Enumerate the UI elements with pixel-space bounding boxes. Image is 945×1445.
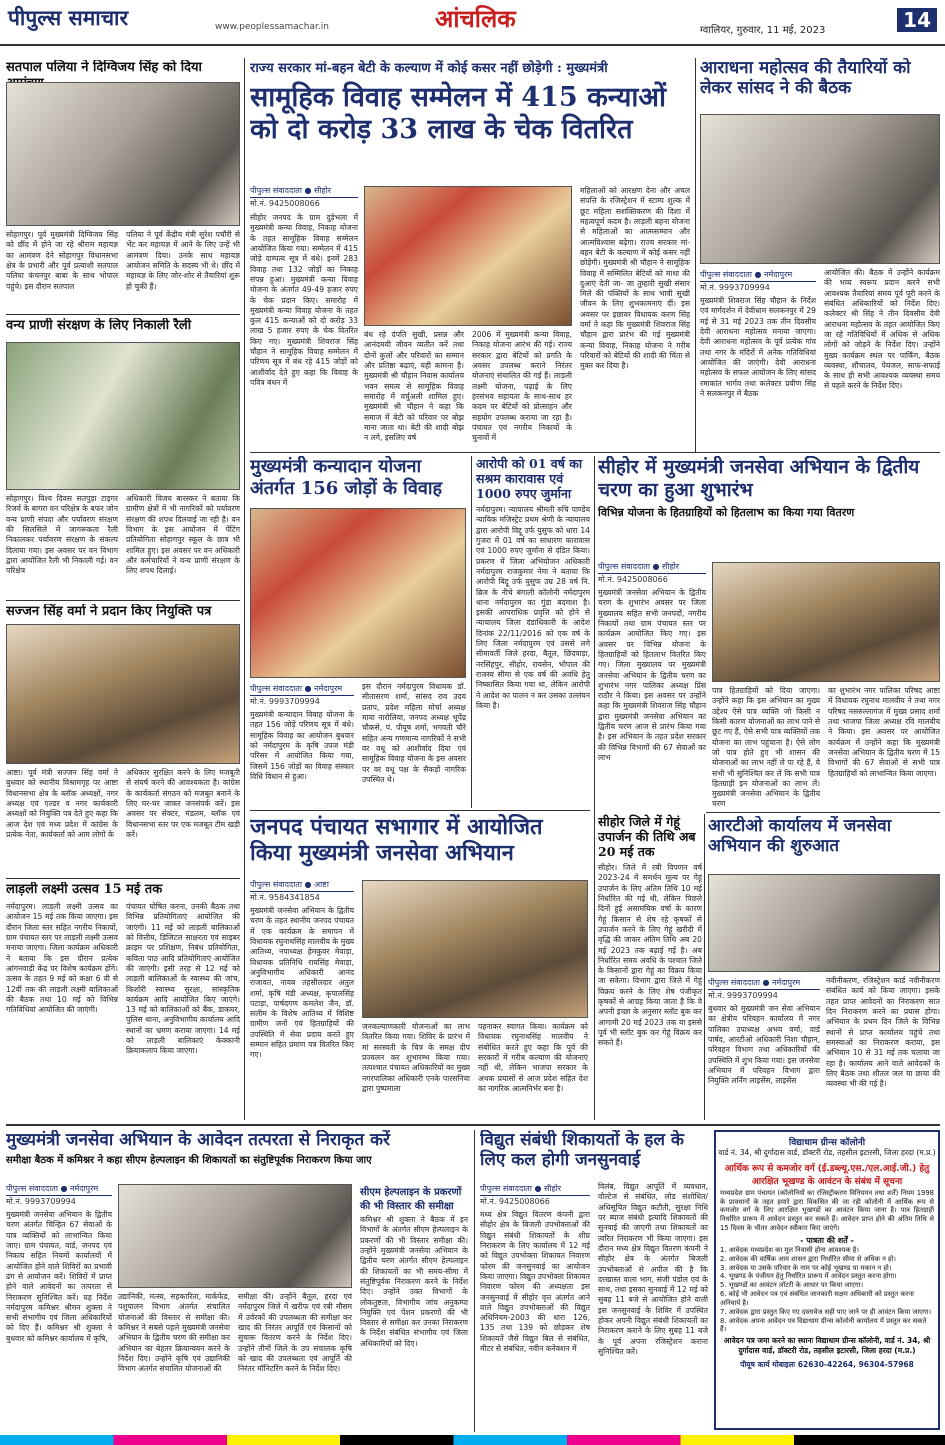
article-byline: पीपुल्स संवाददाता ● नर्मदापुरम [6,1182,112,1196]
article-body: बुधवार को मुख्यमंत्री जन सेवा अभियान का क्षेत्रीय परिवहन कार्यालय में नगर पालिका उपाध्यक्ष अभय वर्मा, वार्ड पार्षद, आरटीओ अधिकारी निशा चौहान, परिवहन विभाग तथा अधिकारियों की उपस्थिति में शुभ किया गया। इस जनसेवा अभियान में परिवहन विभाग द्वारा नियुक्ति लर्निंग लाइसेंस, लाइसेंस [708,1004,820,1086]
box-headline: सीएम हेल्पलाइन के प्रकरणों की भी विस्तार की समीक्षा [360,1187,462,1212]
article-body: मुख्यमंत्री जनसेवा अभियान के द्वितीय चरण के शुभारंभ अवसर पर जिला मुख्यालय सहित सभी जनपदों, नगरीय निकायों तथा ग्राम पंचायत स्तर पर कार्यक्रम आयोजित किए गए। इस अवसर पर विभिन्न योजना के हितग्राहियों को हितलाभ वितरित किए गए। जिला मुख्यालय पर मुख्यमंत्री जनसेवा अभियान के द्वितीय चरण का शुभारंभ नगर पालिका अध्यक्ष प्रिंस राठौर ने किया। इस अवसर पर उन्होंने कहा कि मुख्यमंत्री शिवराज सिंह चौहान द्वारा मुख्यमंत्री जनसेवा अभियान का द्वितीय चरण आज से प्रारंभ किया गया है। इस अभियान के तहत प्रदेश सरकार की विभिन्न विभागों की 67 सेवाओं का लाभ [598,588,706,762]
article-body: उद्यानिकी, मत्स्य, सहकारिता, मार्कफेड, पशुपालन विभाग अंतर्गत संचालित योजनाओं की विस्तार से समीक्षा की। कमिश्नर ने सबसे पहले मुख्यमंत्री जनसेवा अभियान के द्वितीय चरण की समीक्षा कर अभियान का बेहतर क्रियान्वयन करने के निर्देश दिए। उन्होंने कृषि एवं उद्यानिकी विभाग अंतर्गत संचालित योजनाओं की [118,1292,230,1374]
article-lead-mass-wedding [250,58,690,450]
article-body: इस दौरान नर्मदापुरम विधायक डॉ. सीतासरण शर्मा, सांसद राव उदय प्रताप, प्रदेश महिला मोर्चा अध्यक्ष माया नारोलिया, जनपद अध्यक्ष भूपेंद्र चौकसे, पं. पीयूष शर्मा, भगवती चौरे सहित अन्य गणमान्य नागरिकों ने सभी वर वधू को आशीर्वाद दिया एवं सामूहिक विवाह योजना के इस अवसर पर वर वधू पक्ष के सैकड़ों नागरिक उपस्थित थे। [362,682,466,784]
photo-jansewa-ashta [362,880,588,1018]
column-divider [471,456,472,808]
article-body: जनकल्याणकारी योजनाओं का लाभ वितरित किया गया। शिविर के प्रारंभ में मां सरस्वती के चित्र के समक्ष दीप प्रज्वलन कर शुभारम्भ किया गया। तत्पश्चात पंचायत अधिकारियों का मुख्य नगरपालिका अधिकारी एनके पारसनिया द्वारा पुष्पमाला [362,1022,470,1093]
issue-date: ग्वालियर, गुरुवार, 11 मई, 2023 [700,25,826,36]
article-subheadline: समीक्षा बैठक में कमिश्नर ने कहा सीएम हेल्पलाइन की शिकायतों का संतुष्टिपूर्वक निराकरण किया जाए [6,1155,372,1167]
notice-headline: आर्थिक रूप से कमजोर वर्ग (ई.डब्ल्यू.एस./एल.आई.जी.) हेतु आरक्षित भूखण्ड के आवंटन के संबंध में सूचना [724,1163,930,1187]
lead-body: सीहोर जनपद के ग्राम दुड़ेभला में मुख्यमंत्री कन्या विवाह, निकाह योजना के तहत सामूहिक विवाह सम्मेलन आयोजित किया गया। सम्मेलन में 415 जोड़े दाम्पत्य सूत्र में बंधे। इनमें 283 विवाह तथा 132 जोड़ों का निकाह संपन्न हुआ। मुख्यमंत्री कन्या विवाह योजना के अंतर्गत 49-49 हजार रुपए के चेक प्रदान किए। समारोह में मुख्यमंत्री कन्या विवाह योजना के तहत कुल 415 कन्याओं को दो करोड़ 33 लाख 5 हजार रुपए के चेक वितरित किए गए। मुख्यमंत्री शिवराज सिंह चौहान ने सामूहिक विवाह सम्मेलन में परिणय सूत्र में बंध रहे 415 जोड़ों को आशीर्वाद देते हुए कहा कि विवाह के पवित्र बंधन में [250,213,358,387]
column-divider [244,58,245,1120]
article-body: पलिया ने पूर्व केंद्रीय मंत्री सुरेश पचौरी से भेंट कर महायज्ञ में आने के लिए उन्हें भी आमंत्रण दिया। उनके साथ महायज्ञ आयोजन समिति के सदस्य भी थे। छींद में महायज्ञ के लिए जोर-शोर से तैयारियां शुरू हो चुकी हैं। [126,230,240,291]
article-body: नवीनीकरण, रजिस्ट्रेशन कार्ड नवीनीकरण संबंधित कार्य को किया जाएगा। इसके तहत प्राप्त आवेदनों का निराकरण सात दिन निराकरण करने का प्रयास होगा। अभियान के प्रथम दिन जिले के विभिन्न स्थानों से प्राप्त कार्यालय पहुंचे तथा समस्याओं का निराकरण कराया, इस अभियान 10 से 31 मई तक चलाया जा रहा है। कार्यालय आने वाले आवेदकों के लिए बैठक तथा शीतल जल या छाया की व्यवस्था भी की गई है। [826,976,940,1089]
article-rto-jansewa [708,816,940,1120]
article-jansewa-sehore [598,456,940,810]
notice-body: मध्यप्रदेश ग्राम पंचायत (कॉलोनियों का रजिस्ट्रीकरण विनियमन तथा शर्तें) नियम 1998 के प्रावधानों के तहत हमारे द्वारा विकसित की जा रही कॉलोनी में आर्थिक रूप से कमजोर वर्ग के लिए आरक्षित भूखण्डों का आवंटन किया जाना है। पात्र हितग्राही निर्धारित प्रारूप में आवेदन प्रस्तुत कर सकते हैं। आवेदन प्राप्त होने की अंतिम तिथि से 15 दिवस के भीतर आवेदन स्वीकार किए जाएंगे। [720,1188,934,1233]
divider [706,812,940,813]
article-body: आयोजित की। बैठक में उन्होंने कार्यक्रम की भव्य स्वरूप प्रदान करने सभी आवश्यक तैयारियां समय पूर्व पूरी करने के संबंधित अधिकारियों को निर्देश दिए। कलेक्टर श्री सिंह ने तीन दिवसीय देवी आराधना महोत्सव के तहत आयोजित किए जा रहे गतिविधियों में अधिक से अधिक लोगों को जोड़ने के निर्देश दिए। उन्होंने मुख्य कार्यक्रम स्थल पर पार्किंग, बैठक व्यवस्था, शौचालय, पेयजल, साफ-सफाई के साथ ही सभी आवश्यक व्यवस्था समय से पहले करने के निर्देश दिए। [824,268,940,391]
article-body: मुख्यमंत्री जनसेवा अभियान के द्वितीय चरण अंतर्गत चिन्हित 67 सेवाओं के पात्र व्यक्तियों को लाभान्वित किया जाए। ग्राम पंचायत, वार्ड, जनपद एवं निकाय सहित नियमों कार्यालयों में आयोजित होने वाले शिविरों का प्रभावी ढंग से आयोजन करें। शिविरों में प्राप्त होने वाले आवेदनों का तत्परता से निराकरण सुनिश्चित करें। यह निर्देश नर्मदापुरम कमिश्नर श्रीमन शुक्ला ने सभी संभागीय एवं जिला अधिकारियों को दिए हैं। कमिश्नर श्री शुक्ला ने बुधवार को कमिश्नर कार्यालय में कृषि, [6,1210,112,1343]
divider [6,878,240,879]
article-kanyadan [250,456,466,808]
article-body: नर्मदापुरम। लाड़ली लक्ष्मी उत्सव का आयोजन 15 मई तक किया जाएगा। इस दौरान जिला स्तर सहित नगरीय निकायों, ग्राम पंचायत स्तर पर लाड़ली लक्ष्मी उत्सव मनाया जाएगा। जिला कार्यक्रम अधिकारी ने बताया कि इस दौरान प्रत्येक आंगनवाड़ी केंद्र पर विशेष कार्यक्रम होंगे। उत्सव के तहत 9 मई को कक्षा 6 वी से 12वीं तक की लाड़ली लक्ष्मी बालिकाओं की बैठक तथा 10 मई को विभिन्न गतिविधियां आयोजित की जाएंगी। [6,902,118,1015]
divider [6,314,240,315]
article-headline: सतपाल पलिया ने दिग्विजय सिंह को दिया [6,60,202,75]
notice-condition: 1. आवेदक मध्यप्रदेश का मूल निवासी होना आवश्यक है। [720,1245,859,1254]
lead-kicker: राज्य सरकार मां-बहन बेटी के कल्याण में कोई कसर नहीं छोड़ेगी : मुख्यमंत्री [250,61,608,76]
notice-contact[interactable]: पीयूष कार्य मोबाइलः 62630-42264, 96304-57968 [740,1360,914,1370]
article-body: अधिकारी विजय बारस्कर ने बताया कि ग्रामीण क्षेत्रों में भी नागरिकों को पर्यावरण संरक्षण की शपथ दिलवाई जा रही है। वन विभाग के इस आयोजन में पेंटिंग प्रतियोगिता सोहागपुर स्कूल के छात्र भी शामिल हुए। इस अवसर पर वन अधिकारी और कर्मचारियों ने वन्य प्राणी संरक्षण के लिए शपथ दिलाई। [126,494,240,576]
photo-rally [6,342,240,490]
article-headline: लाड़ली लक्ष्मी उत्सव 15 मई तक [6,882,163,897]
article-satpal [6,60,240,313]
article-byline: पीपुल्स संवाददाता ● नर्मदापुरम [708,976,820,990]
article-headline: आराधना महोत्सव की तैयारियों को लेकर सांसद ने की बैठक [700,58,911,99]
article-byline: पीपुल्स संवाददाता ● नर्मदापुरम [700,268,816,282]
article-headline: वन्य प्राणी संरक्षण के लिए निकाली रैली [6,318,192,333]
divider [6,1124,940,1126]
article-byline: पीपुल्स संवाददाता ● आष्टा [250,878,354,892]
article-wheat-procurement [598,814,702,1120]
article-mobile: मो.नं. 9993709994 [250,697,320,706]
article-aradhana-mahotsav [700,58,940,450]
article-headline: सीहोर जिले में गेहूं उपार्जन की तिथि अब 20 मई तक [598,814,696,859]
article-ladli-laxmi [6,882,240,1118]
notice-conditions-title: - पात्रता की शर्तें - [800,1235,854,1245]
article-sajjan-singh [6,604,240,876]
article-mobile: मो.नं. 9993709994 [700,283,770,292]
notice-org: विद्याधाम ग्रीन्स कॉलोनी [788,1138,866,1148]
article-body: नर्मदापुरम। न्यायालय श्रीमती रुचि पाण्डेय न्यायिक मजिस्ट्रेट प्रथम श्रेणी के न्यायालय द्वारा आरोपी विद्दू उर्फ युसुफ को धारा 14 गुजरा में 01 वर्ष का साधारण कारावास एवं 1000 रुपए जुर्माना से दंडित किया। प्रकरण में जिला अभियोजन अधिकारी नर्मदापुरम राजकुमार नेमा ने बताया कि आरोपी बिद्दू उर्फ युसुफ उम्र 28 वर्ष नि. ब्रिज के नीचे बंगाली कॉलोनी नर्मदापुरम थाना नर्मदापुरम का गुंडा बदमाश है। इसकी आपराधिक प्रवृत्ति को होने से न्यायालय जिला दंडाधिकारी के आदेश दिनांक 22/11/2016 को एक वर्ष के लिए जिला नर्मदापुरम एवं उससे लगे सीमावर्ती जिले हरदा, बैतूल, छिंदवाड़ा, नरसिंहपुर, सीहोर, रायसेन, भोपाल की राजस्व सीमा से एक वर्ष की अवधि हेतु निष्कासित किया गया था, लेकिन आरोपी ने आदेश का पालन न कर उसका उल्लंघन किया है। [476,505,590,710]
article-headline: सीहोर में मुख्यमंत्री जनसेवा अभियान के द्वितीय चरण का हुआ शुभारंभ [598,456,920,501]
notice-address: वार्ड नं. 34, श्री दुर्गादास वार्ड, डॉक्टरी रोड, तहसील इटारसी, जिला हरदा (म.प्र.) [718,1148,936,1157]
lead-body: 2006 में मुख्यमंत्री कन्या विवाह, निकाह योजना आरंभ की गई। राज्य सरकार द्वारा बेटियों को प्रगति के अवसर उपलब्ध कराने निरंतर योजनाएं संचालित की गई हैं। लाड़ली लक्ष्मी योजना, पढ़ाई के लिए हरसंभव सहायता के साथ-साथ हर कदम पर बेटियों को प्रोत्साहन और सहयोग उपलब्ध कराया जा रहा है। पंचायत एवं नगरीय निकायों के चुनावों में [472,330,572,443]
photo-couples [250,508,466,678]
section-title: आंचलिक [435,4,516,33]
article-body: मध्य क्षेत्र विद्युत वितरण कंपनी द्वारा सीहोर क्षेत्र के बिजली उपभोक्ताओं की विद्युत संबंधी शिकायतों के शीघ्र निराकरण के लिए कार्यालय में 12 मई को विद्युत उपभोक्ता शिकायत निवारण फोरम की जनसुनवाई का आयोजन किया जाएगा। विद्युत उपभोक्ता शिकायत निवारण फोरम की अध्यक्षता इस जनसुनवाई में सीहोर वृत्त अंतर्गत आने वाले विद्युत उपभोक्ताओं की विद्युत अधिनियम-2003 की धारा 126, 135 तथा 139 को छोड़कर शेष शिकायतें जैसे विद्युत बिल से संबंधित, मीटर से संबंधित, नवीन कनेक्शन में [480,1210,590,1354]
classified-notice [714,1130,940,1430]
notice-condition: 3. आवेदक या उसके परिवार के नाम पर कोई भूखण्ड या मकान न हो। [720,1263,892,1272]
photo-mp-meeting [700,114,940,264]
article-body: का शुभारंभ नगर पालिका परिषद आष्टा में विधायक रघुनाथ मालवीय ने तथा नगर परिषद नसरुल्लागंज में मुख्य प्रसाद शर्मा तथा भाजपा जिला अध्यक्ष रवि मालवीय ने किया। इस अवसर पर आयोजित कार्यक्रम में उन्होंने कहा कि मुख्यमंत्री जनसेवा अभियान के द्वितीय चरण में 15 विभागों की 67 सेवाओं से सभी पात्र हितग्राहियों को लाभान्वित किया जाएगा। [828,686,940,778]
column-divider [594,456,595,1120]
article-body: सीहोर। जिले में रबी विपणन वर्ष 2023-24 में समर्थन मूल्य पर गेहूं उपार्जन के लिए अंतिम तिथि 10 मई निर्धारित की गई थी, लेकिन पिछले दिनों हुई असामयिक वर्षा के कारण गेहूं किसान से शेष रहे कृषकों से उपार्जन करने के लिए गेहूं खरीदी में वृद्धि की जाकर अंतिम तिथि अब 20 मई 2023 तक बढ़ाई गई है। अब निर्धारित समय अवधि के पश्चात जिले के किसानों द्वारा गेहूं का विक्रय किया जा सकेगा। विभाग द्वारा जिले में गेहूं विक्रय करने के लिए शेष पंजीकृत कृषकों से आग्रह किया जाता है कि वे अपनी इच्छा के अनुसार स्लॉट बुक कर आगामी 20 मई 2023 तक या इससे पूर्व भी स्लॉट बुक कर गेहूं विक्रय कर सकते हैं। [598,863,702,1048]
article-mobile: मो.नं. 9425008066 [598,575,668,584]
column-divider [704,814,705,1120]
notice-condition: 2. आवेदक की वार्षिक आय शासन द्वारा निर्धारित सीमा से अधिक न हो। [720,1254,896,1263]
article-byline: पीपुल्स संवाददाता ● नर्मदापुरम [250,682,354,696]
article-mobile: मो.नं. 9993709994 [6,1197,76,1206]
article-body: मुख्यमंत्री शिवराज सिंह चौहान के निर्देश एवं मार्गदर्शन में देवीधाम सलकनपुर में 29 मई से 31 मई 2023 तक तीन दिवसीय देवी आराधना महोत्सव मनाया जाएगा। देवी आराधना महोत्सव के पूर्व प्रत्येक गांव तथा नगर के मंदिरों में अनेक गतिविधियां आयोजित की जाएंगी। देवी आराधना महोत्सव के सफल आयोजन के लिए सांसद रमाकांत भार्गव तथा कलेक्टर प्रवीण सिंह ने सलकनपुर में बैठक [700,296,816,398]
lead-body: बंध रहे दंपति सुखी, प्रसन्न और आनंदमयी जीवन व्यतीत करें तथा दोनों कुलों और परिवारों का सम्मान और प्रतिष्ठा बढ़ाएं, यही कामना है। मुख्यमंत्री श्री चौहान निवास कार्यालय भवन समत्व से सामूहिक विवाह समारोह में वर्चुअली शामिल हुए। मुख्यमंत्री श्री चौहान ने कहा कि समाज में बेटी को परिवार पर बोझ माना जाता था। बेटी की शादी बोझ न लगे, इसलिए वर्ष [364,330,464,443]
divider [594,452,940,453]
article-mobile: मो.नं. 9993709994 [708,991,778,1000]
article-janpad-panchayat [250,814,590,1120]
box-body: कमिश्नर श्री शुक्ला ने बैठक में इन विभागों के अंतर्गत सीएम हेल्पलाइन के प्रकरणों की भी विस्तार समीक्षा की। उन्होंने मुख्यमंत्री जनसेवा अभियान के द्वितीय चरण अंतर्गत सीएम हेल्पलाइन की शिकायतों का भी समय-सीमा में संतुष्टिपूर्वक निराकरण करने के निर्देश दिए। उन्होंने उक्त विभागों के लोकतुष्टता, विभागीय जांच अनुकम्पा नियुक्ति एवं पेंशन प्रकरणों की भी विस्तार से समीक्षा कर उनका निराकरण के निर्देश संबंधित संभागीय एवं जिला अधिकारियों को दिए। [360,1215,468,1348]
page-number: 14 [897,8,937,32]
notice-condition: 4. भूखण्ड के पंजीयन हेतु निर्धारित प्रारूप में आवेदन प्रस्तुत करना होगा। [720,1272,897,1281]
lead-headline: सामूहिक विवाह सम्मेलन में 415 कन्याओं को दो करोड़ 33 लाख के चेक वितरित [250,82,667,145]
photo-appointment [6,624,240,764]
notice-condition: 8. आवेदक अपना आवेदन पत्र विद्याधाम ग्रीन्स कॉलोनी कार्यालय में प्रस्तुत कर सकते हैं। [720,1316,927,1334]
article-mobile: मो.नं. 9425008066 [480,1197,550,1206]
notice-condition: 6. कोई भी आवेदन पत्र एवं संबंधित जानकारी सक्षम अधिकारी को प्रस्तुत करना अनिवार्य है। [720,1290,914,1307]
article-body: विलंब, विद्युत आपूर्ति में व्यवधान, वोल्टेज से संबंधित, लोड संशोधित/अधिसूचित विद्युत कटौती, सुरक्षा निधि पर ब्याज संबंधी इत्यादि शिकायतों की सुनवाई की जाएगी तथा शिकायतों का त्वरित निराकरण भी किया जाएगा। इस दौरान मध्य क्षेत्र विद्युत वितरण कंपनी ने सीहोर क्षेत्र के अंतर्गत बिजली उपभोक्ताओं से अपील की है कि दरखास्त वाला भाग, संजी पंडोल एवं के साथ, तथा इसका सुनवाई में 12 मई को सुबह 11 बजे से आयोजित होने वाली इस जनसुनवाई के शिविर में उपस्थित होकर अपनी विद्युत संबंधी शिकायतों का निराकरण कराने के लिए सुबह 11 बजे के पूर्व अपना रजिस्ट्रेशन कराना सुनिश्चित करें। [598,1182,708,1356]
article-headline: आरटीओ कार्यालय में जनसेवा अभियान की शुरुआत [708,816,892,857]
article-headline: मुख्यमंत्री कन्यादान योजना अंतर्गत 156 जोड़ों के विवाह [250,456,443,499]
newspaper-logo: पीपुल्स समाचार [8,5,129,30]
photo-beneficiaries [712,562,940,682]
lead-byline: पीपुल्स संवाददाता ● सीहोर [250,184,358,198]
article-byline: पीपुल्स संवाददाता ● सीहोर [480,1182,590,1196]
column-divider [474,1130,475,1432]
article-court-sentence [476,456,590,808]
lead-mobile: मो.नं. 9425008066 [250,199,320,208]
article-headline: विद्युत संबंधी शिकायतों के हल के लिए कल होगी जनसुनवाई [480,1130,684,1171]
lead-body: महिलाओं को आरक्षण देना और अचल संपत्ति के रजिस्ट्रेशन में स्टाम्प शुल्क में छूट महिला सशक्तिकरण की दिशा में महत्वपूर्ण कदम है। लाड़ली बहना योजना से महिलाओं का आत्मसम्मान और आत्मविश्वास बढ़ेगा। राज्य सरकार मां-बहन बेटी के कल्याण में कोई कसर नहीं छोड़ेगी। मुख्यमंत्री श्री चौहान ने सामूहिक विवाह में सम्मिलित बेटियों को माथा की दुआएं देती जा- जा तुम्हारी सुखी संसार मिले की पंक्तियों के साथ भावी सुखी जीवन के लिए शुभकामनाएं दीं। इस अवसर पर इछावर विधायक करण सिंह वर्मा ने कहा कि मुख्यमंत्री शिवराज सिंह चौहान द्वारा प्रारंभ की गई मुख्यमंत्री कन्या विवाह, निकाह योजना ने गरीब परिवारों को बेटियों की शादी की चिंता से मुक्त कर दिया है। [580,186,690,371]
article-body: मुख्यमंत्री कन्यादान विवाह योजना के तहत 156 जोड़ें परिणय सूत्र में बंधे। सामूहिक विवाह का आयोजन बुधवार को नर्मदापुरम के कृषि उपज मंडी परिसर में आयोजित किया गया, जिसमें 156 जोड़ों का विवाह संस्कार विधि विधान से हुआ। [250,710,354,781]
print-color-bar [0,1435,945,1445]
photo-rto-office [708,874,940,972]
article-body: अधिकार सुरक्षित करने के लिए मजबूती से संघर्ष करने की आवश्यकता है। कांग्रेस के कार्यकर्ता संगठन को मजबूत बनाने के लिए घर-घर जाकर जनसंपर्क करें। इस अवसर पर सेक्टर, मंडलम, ब्लॉक एवं विधानसभा स्तर पर एक मजबूत टीम खड़ी करें। [126,768,240,839]
article-headline: सज्जन सिंह वर्मा ने प्रदान किए नियुक्ति पत्र [6,604,212,619]
article-body: सोहागपुर। पूर्व मुख्यमंत्री दिग्विजय सिंह को छींद में होने जा रहे श्रीराम महायज्ञ का आमंत्रण देने सोहागपुर विधानसभा क्षेत्र के प्रभारी और पूर्व प्रत्याशी सतपाल पलिया कंचनपुर बाबा के साथ भोपाल पहुंचे। इस दौरान सतपाल [6,230,118,291]
masthead [0,0,945,46]
photo-meeting [6,82,240,226]
article-mobile: मो.नं. 9584341854 [250,893,320,902]
article-body: पहनाकर स्वागत किया। कार्यक्रम को विधायक रघुनाथसिंह मालवीय ने संबोधित करते हुए कहा कि पूर्व की सरकारों में गरीब कल्याण की योजनाएं नहीं थी, लेकिन भाजपा सरकार के अथक प्रयासों से आज प्रदेश सहित देश का नागरिक आत्मनिर्भर बना है। [478,1022,588,1093]
article-commissioner-review [6,1130,468,1432]
website-url[interactable]: www.peoplessamachar.in [215,22,329,32]
article-body: समीक्षा की। उन्होंने बैतूल, हरदा एवं नर्मदापुरम जिले में खरीफ एवं रबी मौसम में उर्वरकों की उपलब्धता की समीक्षा कर खाद की निरंतर आपूर्ति एवं किसानों को सुचारू वितरण करने के निर्देश दिए। उन्होंने तीनों जिले के उप संचालक कृषि को खाद की उपलब्धता एवं आपूर्ति की निरंतर मॉनिटरिंग करने के निर्देश दिए। [238,1292,352,1374]
notice-condition: 7. आवेदक द्वारा प्रस्तुत किए गए दस्तावेज सही पाए जाने पर ही आवंटन किया जाएगा। [720,1307,932,1316]
photo-review-meeting [118,1184,352,1288]
photo-cheque-distribution [364,186,572,326]
article-body: आष्टा। पूर्व मंत्री सज्जन सिंह वर्मा ने बुधवार को स्थानीय विश्रामगृह पर आष्टा विधानसभा क्षेत्र के ब्लॉक अध्यक्षों, नगर अध्यक्ष एवं एल्डर व नगर कार्यकारी अध्यक्षों को नियुक्ति पत्र देते हुए कहा कि आज देश एवं मध्य प्रदेश में कांग्रेस के प्रत्येक नेता, कार्यकर्ता को आम लोगों के [6,768,118,839]
article-headline: आरोपी को 01 वर्ष का सश्रम कारावास एवं 1000 रुपए जुर्माना [476,456,583,501]
article-headline: जनपद पंचायत सभागार में आयोजित किया मुख्यमंत्री जनसेवा अभियान [250,814,543,867]
column-divider [695,58,696,452]
article-body: पंचायत घोषित करना, उनकी बैठक तथा विभिन्न प्रतियोगिताएं आयोजित की जाएंगी। 11 मई को लाड़ली बालिकाओं को वित्तीय, डिजिटल साक्षरता एवं साइबर क्राइम पर प्रशिक्षण, निबंध प्रतियोगिता, कविता पाठ आदि प्रतियोगिताएं आयोजित की जाएंगी। इसी तरह से 12 मई को लाड़ली बालिकाओं के स्वास्थ्य की जांच, किशोरी स्वास्थ्य सुरक्षा, सांस्कृतिक कार्यक्रम आदि आयोजित किए जाएंगे। 13 मई को बालिकाओं को बैंक, डाकघर, पुलिस थाना, अनुविभागीय कार्यालय आदि स्थानों का भ्रमण कराया जाएगा। 14 मई को लाड़ली बालिकाएं केक्कानी क्रियाकलाप किया जाएगा। [126,902,240,1056]
article-wildlife-rally [6,318,240,598]
notice-footer: आवेदन पत्र जमा करने का स्थानः विद्याधाम ग्रीन्स कॉलोनी, वार्ड नं. 34, श्री दुर्गादास वार्ड, डॉक्टरी रोड, तहसील इटारसी, जिला हरदा (म.प्र.) [723,1336,931,1356]
article-byline: पीपुल्स संवाददाता ● सीहोर [598,560,706,574]
divider [250,810,590,811]
article-subheadline: विभिन्न योजना के हितग्राहियों को हितलाभ का किया गया वितरण [598,505,855,519]
notice-condition: 5. भूखण्डों का आवंटन लॉटरी के आधार पर किया जाएगा। [720,1281,864,1290]
article-body: सोहागपुर। विश्व दिवस सतपुड़ा टाइगर रिजर्व के बागरा वन परिक्षेत्र के बफर जोन वन्य प्राणी संपदा और पर्यावरण संरक्षण की सिलसिले में जागरूकता रैली निकालकर पर्यावरण संरक्षण के संकल्प दिलाया गया। इस अवसर पर वन विभाग द्वारा आयोजित रैली भी निकाली गई। वन परिक्षेत्र [6,494,118,576]
article-headline: मुख्यमंत्री जनसेवा अभियान के आवेदन तत्परता से निराकृत करें [6,1130,390,1150]
article-electricity-hearing [480,1130,708,1432]
article-body: मुख्यमंत्री जनसेवा अभियान के द्वितीय चरण के तहत स्थानीय जनपद पंचायत में एक कार्यक्रम के समापन में विधायक रघुनाथसिंह मालवीय के मुख्य आतिथ्य, नपाध्यक्ष हेमकुवर मेवाड़ा, विधायक प्रतिनिधि रायसिंह मेवाड़ा, अनुविभागीय अधिकारी आनंद राजावत, नायब तहसीलदार अतुल शर्मा, कृषि मंडी अध्यक्ष, कृपालसिंह पटाड़ा, पार्षदगण कमलेश जैन, डॉ. सलीम के विशेष आतिथ्य में विशिष्ट ग्रामीण जनों एवं हितग्राहियों की उपस्थिति में सेवा प्रदाय करते हुए सम्मान सहित प्रमाण पत्र वितरित किए गए। [250,906,354,1060]
divider [6,600,240,601]
article-body: पात्र हितग्राहियों को दिया जाएगा। उन्होंने कहा कि इस अभियान का मुख्य उद्देश्य ऐसे पात्र व्यक्ति जो किसी न किसी कारण योजनाओं का लाभ पाने से छूट गए हैं, ऐसे सभी पात्र व्यक्तियों तक योजना का लाभ पहुंचाना है। ऐसे लोग जो पात्र होते हुए भी शासन की योजनाओं का लाभ नहीं ले पा रहे हैं, वे सभी भी सुनिश्चित कर लें कि सभी पात्र हितग्राही इन योजनाओं का लाभ लें। मुख्यमंत्री जनसेवा अभियान के द्वितीय चरण [712,686,820,809]
